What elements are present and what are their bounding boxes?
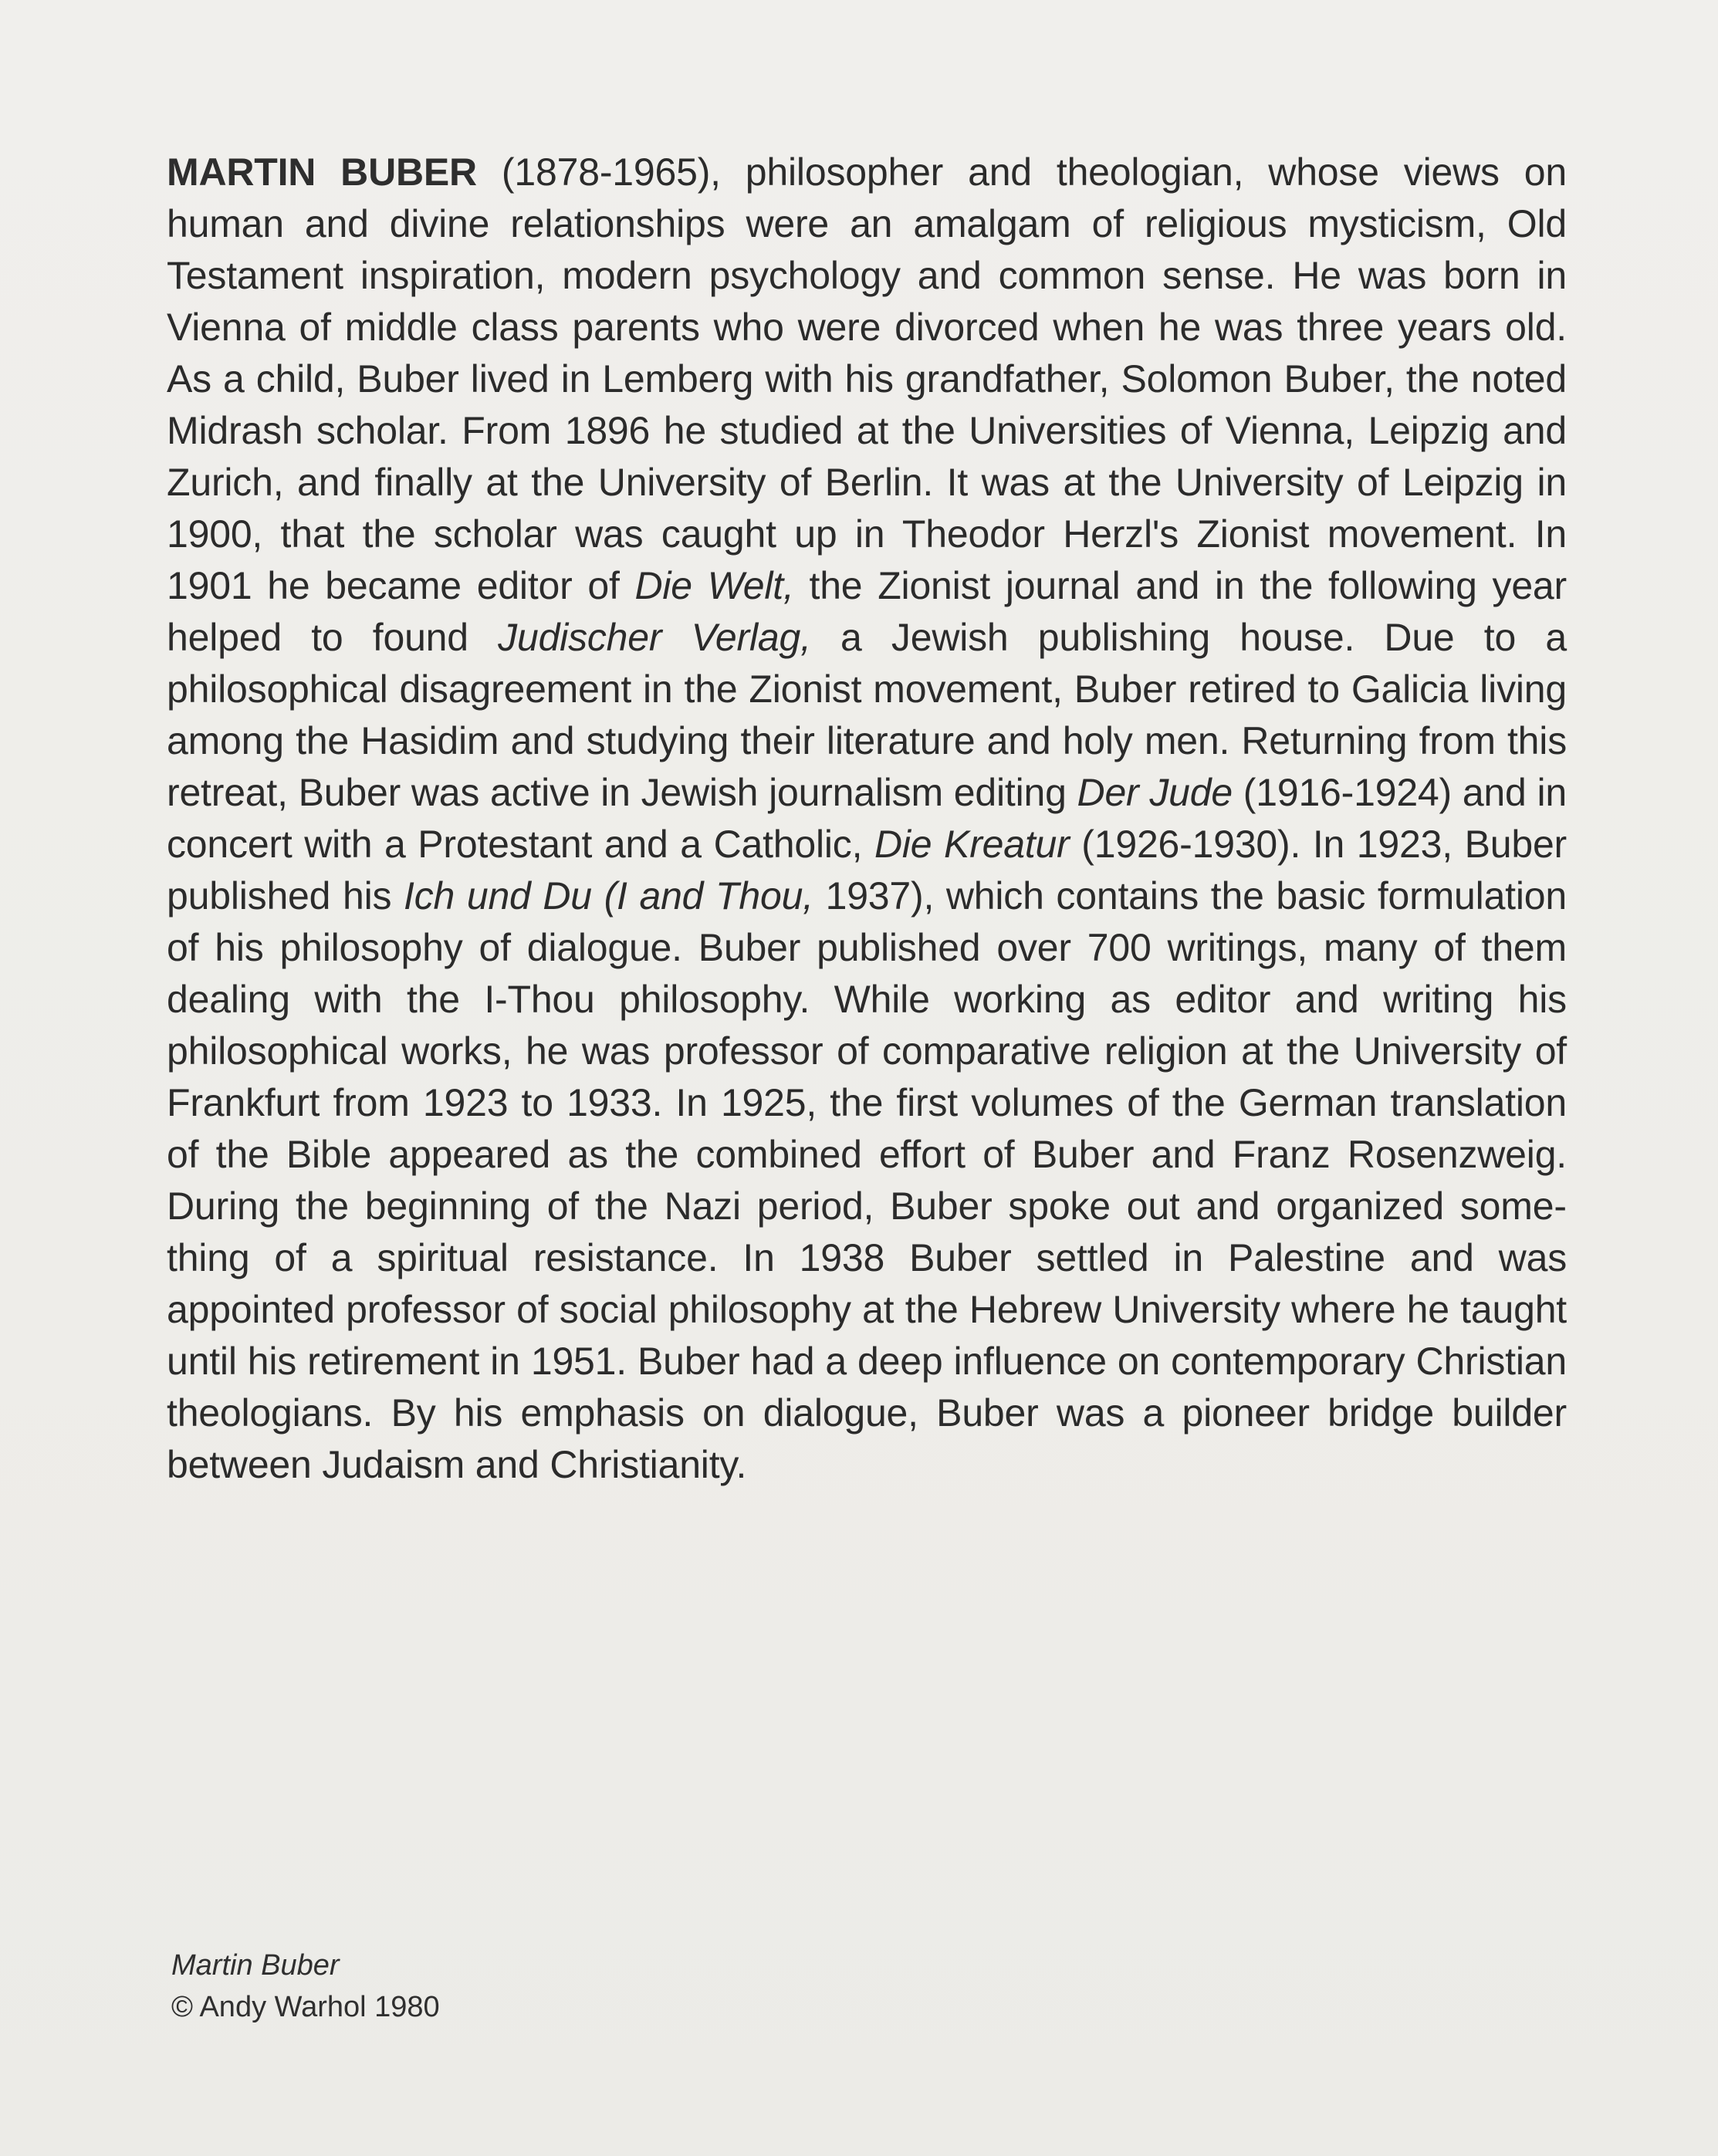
bio-text-6: 1937), which contains the basic formulation of his philosophy of dialogue. Buber published over 700 writings, many of them dealing with the I-Thou philosophy. While working as editor and writing his philosophical works, he was professor of comparative religion at the University of Frankfurt from 1923 to 1933. In 1925, the first volumes of the German translation of the Bible appeared as the combined effort of Buber and Franz Rosenzweig. During the beginning of the Nazi period, Buber spoke out and organized something of a spiritual resistance. In 1938 Buber settled in Palestine and was appointed professor of social philosophy at the Hebrew University where he taught until his retirement in 1951. Buber had a deep influence on contemporary Christian theologians. By his emphasis on dialogue, Buber was a pioneer bridge builder between Judaism and Christianity. bbox=[167, 874, 1567, 1486]
caption-copyright: © Andy Warhol 1980 bbox=[171, 1991, 440, 2023]
caption-title: Martin Buber bbox=[171, 1949, 340, 1982]
title-der-jude: Der Jude bbox=[1077, 771, 1233, 814]
caption bbox=[171, 1945, 440, 2028]
bio-text-4: (1916-1924) and in concert with a Protestant and a Catholic, bbox=[167, 771, 1567, 866]
title-die-kreatur: Die Kreatur bbox=[874, 823, 1070, 866]
title-judischer-verlag: Judischer Verlag, bbox=[498, 616, 811, 659]
biography-paragraph bbox=[167, 147, 1567, 1491]
bio-text-1: (1878-1965), philosopher and theologian, whose views on human and divine relationships were an amalgam of religious mysticism, Old Testament inspiration, modern psychology and common sense. He was born in Vienna of middle class parents who were divorced when he was three years old. As a child, Buber lived in Lemberg with his grandfather, Solomon Buber, the noted Midrash scholar. From 1896 he studied at the Universities of Vienna, Leipzig and Zurich, and finally at the University of Berlin. It was at the University of Leipzig in 1900, that the scholar was caught up in Theodor Herzl's Zionist movement. In 1901 he became editor of bbox=[167, 150, 1567, 607]
bio-text-5: (1926-1930). In 1923, Buber published his bbox=[167, 823, 1568, 917]
title-die-welt: Die Welt, bbox=[634, 564, 794, 607]
bio-text-2: the Zionist journal and in the following year helped to found bbox=[167, 564, 1567, 659]
title-ich-und-du: Ich und Du (I and Thou, bbox=[404, 874, 813, 917]
subject-name: MARTIN BUBER bbox=[167, 150, 477, 194]
bio-text-3: a Jewish publishing house. Due to a philosophical disagreement in the Zionist movement, Buber retired to Galicia living among the Hasidim and studying their literature and holy men. Returning from this retreat, Buber was active in Jewish journalism editing bbox=[167, 616, 1567, 814]
